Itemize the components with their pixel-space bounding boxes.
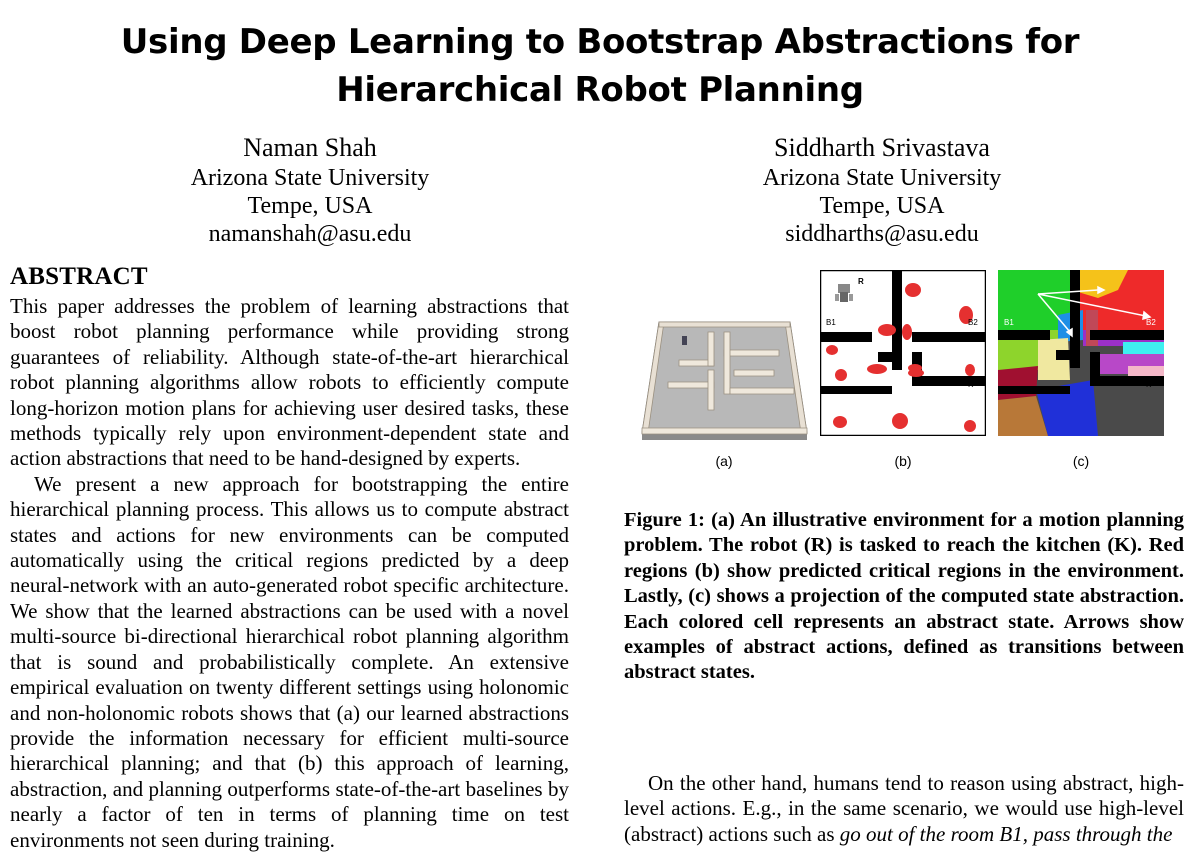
map-label-k: K [968, 380, 974, 389]
map-label-b2: B2 [968, 318, 978, 327]
figure-panel-c-state-abstraction [998, 270, 1164, 436]
panel-label-c: (c) [1072, 453, 1090, 469]
figure-caption: Figure 1: (a) An illustrative environment for a motion planning problem. The robot (R) is tasked to reach the kitchen (K). Red regions (b) show predicted critical regions in the environment. Lastly, (c) shows a projection of the computed state abstraction. Each colored cell represents an abstract state. Arrows show examples of abstract actions, defined as transitions between abstract states. [624, 509, 1184, 684]
map-label-b1: B1 [1004, 318, 1014, 327]
author-block-2 [732, 132, 1032, 248]
author-affiliation: Arizona State University [762, 165, 1002, 191]
abstract-body [10, 294, 569, 853]
title-line-1: Using Deep Learning to Bootstrap Abstractions for [120, 22, 1080, 62]
panel-label-b: (b) [894, 453, 912, 469]
figure-panel-a-3d-environment [624, 270, 809, 440]
author-location: Tempe, USA [819, 193, 945, 219]
author-name: Siddharth Srivastava [774, 133, 990, 162]
paper-title [0, 18, 1200, 114]
abstract-paragraph-2: We present a new approach for bootstrapping the entire hierarchical planning process. This allows us to compute abstract states and actions for new environments can be computed automatically using the critical regions predicted by a deep neural-network with an auto-generated robot specific architecture. We show that the learned abstractions can be used with a novel multi-source bi-directional hierarchical robot planning algorithm that is sound and probabilistically complete. An extensive empirical evaluation on twenty different settings using holonomic and non-holonomic robots shows that (a) our learned abstractions provide the information necessary for efficient multi-source hierarchical planning; and that (b) this approach of learning, abstraction, and planning outperforms state-of-the-art baselines by nearly a factor of ten in terms of planning time on test environments not seen during training. [10, 471, 569, 852]
robot-marker [682, 336, 687, 345]
panel-label-a: (a) [715, 453, 733, 469]
right-text-italic: go out of the room B1, pass through the [839, 821, 1173, 846]
author-email: namanshah@asu.edu [208, 221, 412, 247]
author-email: siddharths@asu.edu [785, 221, 979, 247]
right-text-plain: On the other hand, humans tend to reason using abstract, high-level actions. E.g., in the same scenario, we would use high-level (abstract) actions such as [624, 771, 1184, 846]
figure-1 [624, 270, 1190, 470]
author-name: Naman Shah [243, 133, 377, 162]
map-label-k: K [1146, 380, 1152, 389]
map-label-b2: B2 [1146, 318, 1156, 327]
author-block-1 [160, 132, 460, 248]
abstract-paragraph-1: This paper addresses the problem of learning abstractions that boost robot planning performance while providing strong guarantees of reliability. Although state-of-the-art hierarchical robot planning algorithms allow robots to efficiently compute long-horizon motion plans for achieving user desired tasks, these methods typically rely upon environment-dependent state and action abstractions that need to be hand-designed by experts. [10, 294, 569, 471]
map-label-b1: B1 [826, 318, 836, 327]
abstract-heading: ABSTRACT [10, 263, 148, 290]
figure-panel-b-critical-regions [820, 270, 986, 436]
map-label-robot: R [858, 277, 864, 286]
author-location: Tempe, USA [247, 193, 373, 219]
author-affiliation: Arizona State University [190, 165, 430, 191]
title-line-2: Hierarchical Robot Planning [336, 70, 864, 110]
right-column-text [624, 771, 1184, 847]
